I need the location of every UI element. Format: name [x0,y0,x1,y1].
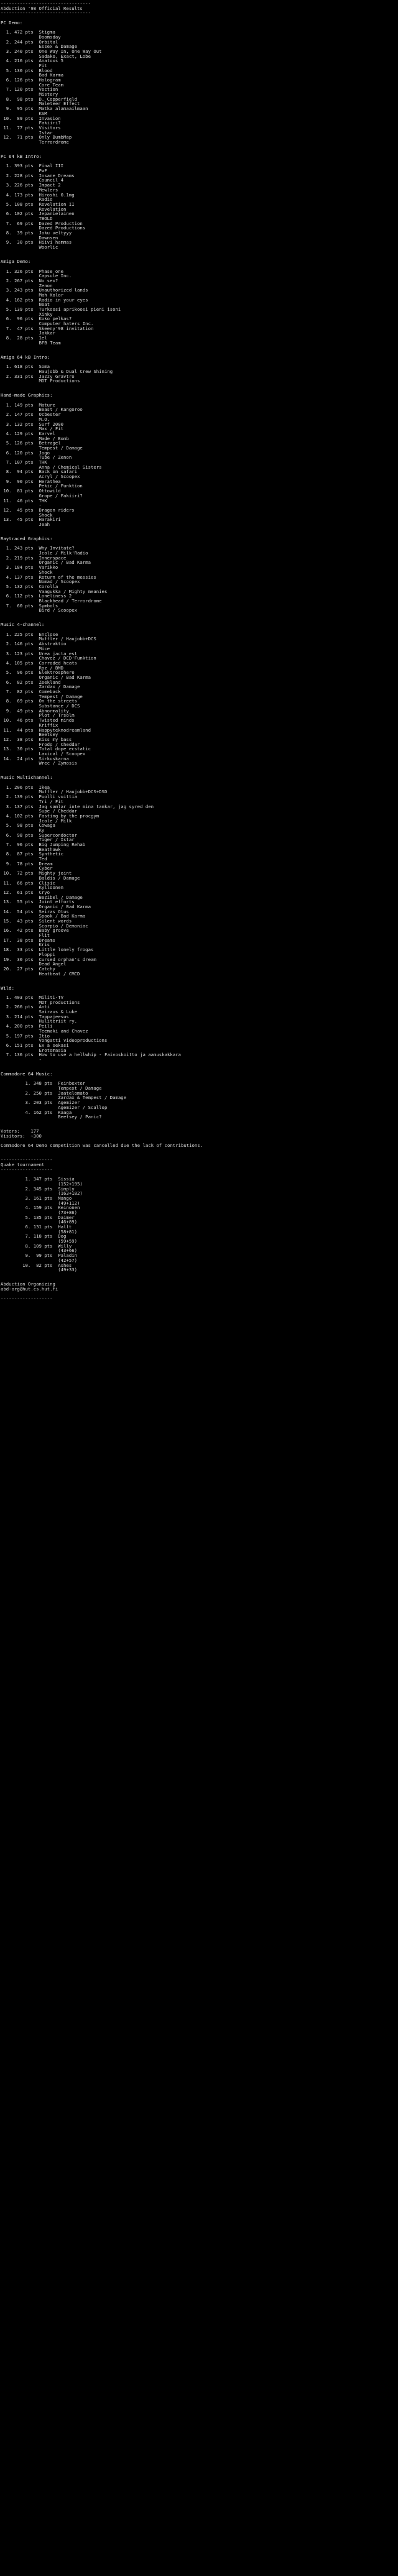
text-line: Essex & Damage [1,44,78,50]
text-line: 4. 162 pts Kaaga [1,1109,72,1115]
blank-line [1,627,398,632]
blank-line [1,384,398,389]
text-line: 1. 403 pts Militi-TV [1,995,64,1000]
text-line: Shock [1,512,53,518]
text-line: 2. 267 pts No sex? [1,277,58,283]
text-line: Pekic / Funktion [1,483,83,489]
text-line: 11. 77 pts Visitors [1,124,61,131]
text-line: 12. 38 pts Kiss my bass [1,736,72,742]
text-line: 14. 24 pts Sirkuskarna [1,755,69,761]
text-line: 2. 345 pts Simply [1,1185,75,1192]
text-line: Cyber [1,865,53,872]
text-line: (46+89) [1,1219,78,1225]
text-line: 1. 618 pts Soma [1,364,50,370]
text-line: Mah Kolor [1,292,64,298]
text-line: 6. 151 pts Ex a sekasi [1,1042,69,1048]
section-heading: Music 4-channel: [1,622,45,628]
text-line: Sadako, Exact, Lobe [1,53,91,59]
text-line: Fakiiri? [1,120,61,126]
text-line: Nomad / Scoopex [1,579,80,585]
text-line: 7. 107 pts THK [1,459,47,465]
text-line: Dazed Productions [1,225,86,231]
text-line: Ky [1,827,45,833]
text-line: 5. 108 pts Revelation II [1,201,75,207]
text-line: 4. 162 pts Radio in your eyes [1,297,88,303]
blank-line [1,531,398,536]
text-line: TBOLD [1,215,53,221]
section-heading: Raytraced Graphics: [1,536,53,541]
text-line: Haujobb & Dual Crew Shining [1,368,113,374]
text-line: 2. 146 pts Abstraktio [1,641,67,647]
text-line: Mistery [1,91,58,98]
separator-line: --------------------------------- [1,1,91,6]
text-line: Floppi [1,951,55,957]
text-line: 1. 149 pts Mature [1,402,55,408]
text-line: 4. 105 pts Corroded heats [1,660,78,666]
blank-line [1,1125,398,1129]
section-heading: Music Multichannel: [1,775,53,781]
text-line: 5. 132 pts Corolla [1,583,58,589]
text-line: 2. 250 pts Jaatelomato [1,1090,88,1096]
section-heading: Amiga 64 kB Intro: [1,354,50,360]
text-line: Dead Angel [1,961,67,967]
text-line: 6. 82 pts Zeekland [1,679,61,685]
text-line: Acryl / Scoopex [1,474,80,480]
text-line: Wrec / Zymosis [1,760,78,766]
text-line: Agemizer / Scallop [1,1104,108,1110]
text-line: Tempest / Damage [1,444,83,451]
blank-line [1,389,398,393]
text-line: 10. 89 pts Invasion [1,115,61,121]
section-heading: PC 64 kB Intro: [1,154,42,159]
blank-line [1,149,398,154]
blank-line [1,1277,398,1282]
text-line: 19. 30 pts Cursed orphan's dream [1,956,96,962]
text-line: Jcole / Milk'Radio [1,550,88,556]
section-heading: Wild: [1,985,14,991]
blank-line [1,1120,398,1125]
text-line: 7. 118 pts Dog [1,1233,67,1240]
text-line: 13. 45 pts Harakiri [1,517,61,523]
separator-line: ------------------- [1,1157,53,1163]
text-line: Tempest / Damage [1,693,83,699]
blank-line [1,527,398,532]
blank-line [1,346,398,351]
text-line: 12. 45 pts Dragon riders [1,507,75,513]
separator-line: --------------------------------- [1,10,91,16]
text-line: 3. 214 pts Tappajeesus [1,1013,69,1019]
blank-line [1,1292,398,1297]
blank-line [1,398,398,403]
text-line: 7. 69 pts Dazed Production [1,220,83,226]
text-line: 2. 228 pts Insane Dreams [1,172,75,178]
text-line: 2. 147 pts Ocbester [1,412,61,418]
text-line: 1. 472 pts Stigma [1,29,55,35]
text-line: Dawnsen [1,234,58,241]
text-line: Capsule Inc. [1,273,72,279]
text-line: 9. 78 pts Dream [1,860,53,867]
text-line: 11. 66 pts Clisic [1,880,55,886]
text-line: 5. 96 pts Elektrosphere [1,669,75,676]
text-line: Jcole / Milk [1,817,72,824]
text-line: 1. 326 pts Phase one [1,268,64,274]
section-heading: Hand-made Graphics: [1,392,53,398]
text-line: 4. 216 pts Anatoxs 5 [1,58,64,64]
text-line: BFB Team [1,339,61,346]
text-line: Neat [1,301,50,308]
text-line: (42+57) [1,1257,78,1263]
text-line: 4. 137 pts Return of the messies [1,574,96,580]
section-heading: PC Demo: [1,19,23,25]
text-line: Organic / Bad Karma [1,674,91,680]
blank-line [1,766,398,771]
text-line: 2. 219 pts Innerspace [1,554,67,561]
text-line[interactable]: abd-org@hut.cs.hut.fi [1,1286,58,1292]
text-line: Max / Fit [1,426,64,432]
text-line: Ted [1,856,47,862]
text-line: 8. 69 pts On the streets [1,698,78,704]
text-line: 4. 159 pts Keinonen [1,1205,80,1211]
text-line: 4. 173 pts Hiroshi 0.1mg [1,191,75,198]
text-line: 8. 39 pts Joku veltyyy [1,230,72,236]
text-line: Roz / BMD [1,665,64,671]
blank-line [1,613,398,618]
text-line: (43+66) [1,1248,78,1254]
separator-line: ------------------- [1,1166,53,1172]
text-line: (58+81) [1,1228,78,1235]
text-line: 9. 99 pts Paladin [1,1253,78,1259]
text-line: Beast / Kangoroo [1,407,83,413]
text-line: Jakkar [1,330,55,336]
text-line: Anna / Chemical Sisters [1,464,102,470]
text-line: 1. 393 pts Final III [1,163,64,169]
text-line: Bad Karma [1,72,64,78]
text-line: 1. 243 pts Why Invitate? [1,545,75,551]
text-line: Flit [1,932,50,939]
text-line: Substance / DCS [1,703,80,709]
text-line: Visitors: ~300 [1,1133,42,1139]
text-line: 10. 82 pts Ashes [1,1262,72,1268]
text-line: 15. 43 pts Silent words [1,918,72,924]
text-line: 1. 225 pts Enclose [1,631,58,637]
blank-line [1,16,398,21]
text-line: 10. 81 pts Ottowild [1,488,61,494]
text-line: Heatbeat / CMCD [1,970,80,977]
text-line: 6. 112 pts Loneliness 2 [1,593,72,599]
text-line: 16. 42 pts Baby groove [1,927,69,934]
text-line: Kylloonen [1,885,64,891]
blank-line [1,1067,398,1072]
text-line: 9. 49 pts Abnormality [1,707,69,714]
blank-line [1,618,398,623]
blank-line [1,145,398,150]
text-line: 5. 139 pts Turkoosi aprikoosi pieni isoni [1,306,121,312]
text-line: 3. 132 pts Surf 2000 [1,421,64,427]
text-line: Plot / Trsolm [1,712,75,719]
text-line: Muffler / Haujobb+DCS+DSD [1,789,108,795]
text-line: Kris [1,942,50,948]
text-line: Woorlic [1,244,58,251]
blank-line [1,976,398,981]
separator-line: ------------------- [1,1295,53,1302]
text-line: 2. 139 pts Puolli vuittia [1,794,78,800]
text-line: 3. 243 pts Unauthorized lands [1,287,88,293]
text-line: 6. 126 pts Hologram [1,77,61,83]
text-line: Mice [1,645,50,651]
text-line: Supe / Cheddar [1,808,78,814]
text-line: KSM [1,110,47,116]
text-line: 5. 197 pts Itio [1,1033,50,1039]
text-line: 4. 129 pts Karvel [1,430,55,436]
text-line: Erotomasia [1,1047,67,1053]
text-line: (152+195) [1,1180,83,1187]
text-line: 7. 82 pts Comeback [1,689,61,694]
text-line: 11. 44 pts Happyteknodreamland [1,727,91,733]
text-line: Tube / Zenon [1,454,72,461]
text-line: 5. 130 pts Blood [1,67,53,73]
text-line: 7. 120 pts Vection [1,86,58,93]
text-line: 1. 347 pts Sissia [1,1176,75,1182]
text-line: Zardax / Damage [1,684,80,690]
text-line: 3. 184 pts Varikko [1,564,58,571]
text-line: (163+182) [1,1190,83,1197]
text-line: 1. 206 pts Ikea [1,784,50,790]
text-line: 7. 96 pts Big Jumping Rehab [1,842,86,847]
text-line: Made / Bomb [1,435,69,441]
text-line: Voters: 177 [1,1128,39,1134]
text-line: 8. 87 pts Synthetic [1,851,64,857]
text-line: Teemaki and Chavez [1,1028,88,1034]
text-line: Sairaus & Luke [1,1009,78,1015]
blank-line [1,771,398,776]
text-line: Blackhead / Terrordrome [1,597,102,604]
text-line: 9. 90 pts Herathea [1,478,61,484]
text-line: 10. 46 pts Twisted minds [1,717,75,724]
text-line: 17. 38 pts Dreams [1,937,55,943]
text-line: Shock [1,569,53,575]
text-line: 12. 71 pts Only BumbMap [1,134,72,140]
text-line: - [1,1056,42,1062]
text-line: MDT Productions [1,378,80,384]
text-line: 1. 348 pts Feinbexter [1,1080,86,1087]
text-line: (49+112) [1,1200,80,1206]
blank-line [1,1153,398,1158]
text-line: 12. 61 pts Cryo [1,889,50,895]
text-line: 3. 240 pts One Way In, One Way Out [1,48,102,54]
text-line: 18. 33 pts Little lonely frogas [1,947,94,953]
blank-line [1,25,398,30]
text-line: Beetsey / Panic? [1,1114,102,1120]
blank-line [1,1272,398,1277]
text-line: 8. 98 pts D. Copperfield [1,96,78,102]
text-line: Beetsey [1,732,58,738]
text-line: 6. 98 pts Supercondoctor [1,832,78,838]
text-line: MDT productions [1,999,80,1005]
text-line: Mewlers [1,186,58,193]
text-line: Kriffix [1,722,58,728]
text-line: Organic / Bad Karma [1,903,91,909]
text-line: Vaagukka / Mighty meanies [1,588,108,594]
text-line: 10. 72 pts Mighty joint [1,870,72,876]
text-line: Doomsday [1,34,61,40]
text-line: Grope / Fakiiri? [1,492,83,499]
text-line: 5. 98 pts Cowaga [1,822,55,829]
text-line: Quake tournament [1,1162,45,1168]
text-line: 7. 60 pts Symbols [1,602,58,609]
text-line: (49+33) [1,1267,78,1273]
text-line: Beathawk [1,846,61,852]
text-line: 3. 203 pts Agemizer [1,1100,80,1106]
blank-line [1,1062,398,1067]
text-line: Radio [1,196,53,203]
text-line: Maleteer Effect [1,101,80,107]
text-line: Istar [1,129,53,136]
text-line: Muffler / Haujobb+DCS [1,636,96,642]
text-line: 2. 266 pts Anti [1,1004,50,1010]
text-line: 4. 102 pts Fasting by the procgym [1,812,100,819]
text-line: PwF [1,168,47,174]
text-line: 13. 55 pts Joint efforts [1,899,75,905]
text-line: Bird / Scoopex [1,607,78,614]
text-line: 3. 123 pts Urea jacta est [1,650,78,656]
text-line: Commodore 64 Demo competition was cancelled due the lack of contributions. [1,1143,203,1149]
text-line: 7. 47 pts Skeeny'98 invitation [1,325,94,331]
blank-line [1,360,398,365]
text-line: 6. 96 pts Koko pelkas? [1,316,72,322]
text-line: Tri / Fit [1,798,64,804]
text-line: - [1,502,42,508]
text-line: 7. 136 pts How to use a hellwhip - Faivoskoitto ja aamuskakkara [1,1052,181,1058]
text-line: 3. 137 pts Jag samlar inte mina tankar, jag syred den [1,803,154,809]
text-line: Frodo / Cheddar [1,741,80,747]
text-line: Vongatti videoproductions [1,1037,108,1044]
text-line: Computer haters Inc. [1,321,94,327]
blank-line [1,1148,398,1153]
text-line: 6. 120 pts Jogo [1,449,50,456]
blank-line [1,254,398,259]
text-line: 8. 94 pts Back on safari [1,469,78,475]
text-line: Tempest / Damage [1,1085,102,1092]
text-line: M.O. [1,416,50,422]
text-line: 20. 27 pts Catchy [1,965,55,972]
text-line: Bezibel / Damage [1,894,83,900]
text-line: (73+86) [1,1209,78,1215]
section-heading: Amiga Demo: [1,259,31,265]
text-line: 8. 109 pts Willy [1,1243,72,1249]
text-line: 13. 30 pts Total dope ecstatic [1,746,91,752]
text-line: Zenon [1,282,53,288]
text-line: Huliteriit ry. [1,1018,78,1024]
text-line: 14. 54 pts Seiras Otus [1,908,69,914]
text-line: Fit [1,62,47,68]
text-line: Abduction '98 Official Results [1,5,83,11]
text-line: Revelation [1,206,67,212]
text-line: Spook / Bad Karma [1,913,86,919]
text-line: Jeah [1,521,50,527]
blank-line [1,350,398,355]
blank-line [1,981,398,986]
text-line: 11. 46 pts THK [1,497,47,504]
text-line: Core Team [1,81,64,88]
text-line: Xinky [1,311,53,317]
text-line: Scorpio / Demoniac [1,922,88,929]
text-line: Terrordrome [1,139,69,145]
text-line: Laxical / Scoopex [1,750,86,757]
text-line: Zardax & Tempest / Damage [1,1095,127,1101]
text-line: Tiger / Istar [1,837,75,843]
text-line: 5. 126 pts Betragel [1,440,61,446]
text-line: Chavez / DCD'Funktion [1,655,96,661]
section-heading: Commodore 64 Music: [1,1071,53,1077]
blank-line [1,250,398,255]
text-line: 9. 30 pts Hiivi hammas [1,239,72,246]
text-line: 2. 244 pts Orbital [1,39,58,45]
text-line: (59+59) [1,1238,78,1244]
text-line: Abduction Organizing [1,1281,55,1287]
text-line: 3. 161 pts Mango [1,1195,72,1201]
text-line: 2. 331 pts Jazzy Gravtro [1,373,75,379]
text-line: Council 4 [1,177,64,183]
text-line: 6. 102 pts Jepanielainen [1,211,75,217]
text-line: Organic / Bad Karma [1,559,91,566]
text-line: 8. 28 pts 1el [1,335,47,341]
text-line: 3. 226 pts Impact 2 [1,182,61,188]
blank-line [1,780,398,785]
text-line: 6. 131 pts Hallt [1,1224,72,1230]
text-line: Baldis / Damage [1,875,80,881]
text-line: 9. 95 pts Matka alamaailmaan [1,106,88,112]
text-line: 4. 200 pts Peili [1,1023,53,1029]
text-line: 5. 135 pts Daimer [1,1214,75,1220]
